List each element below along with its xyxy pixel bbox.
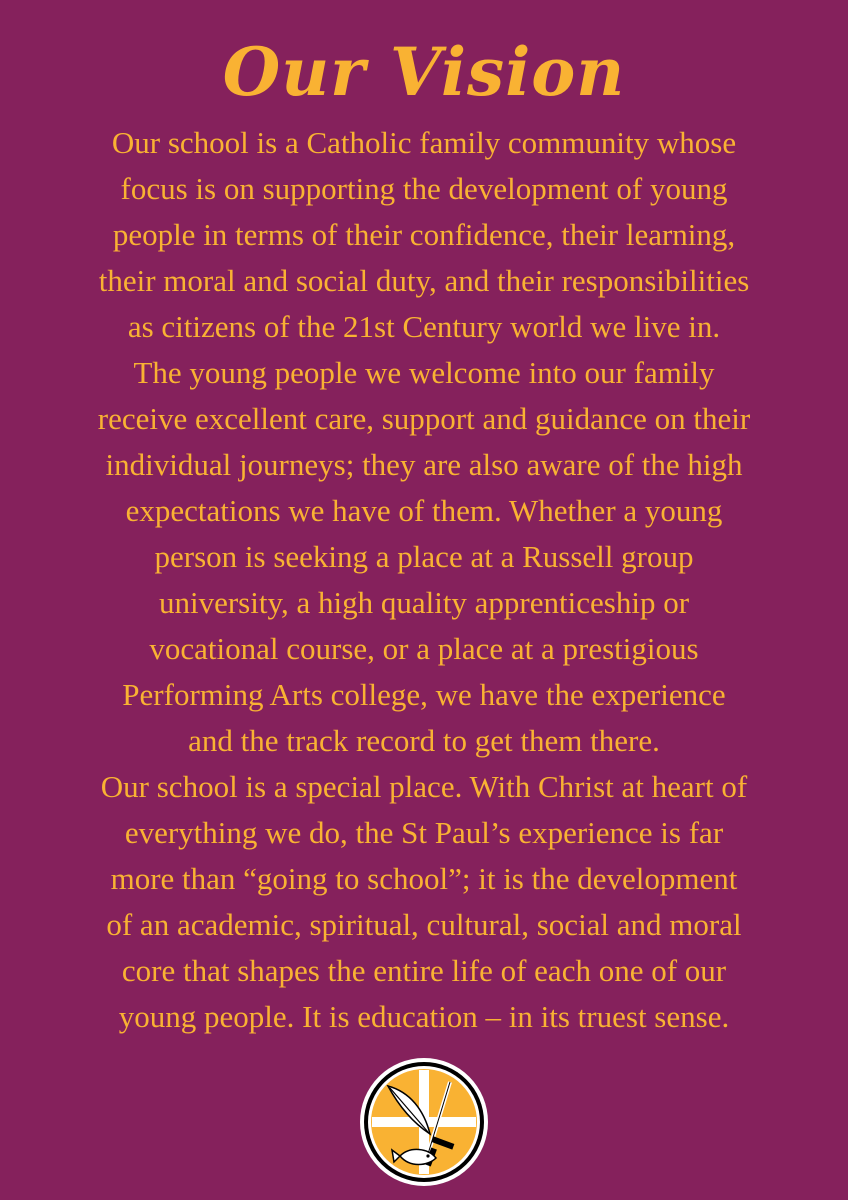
paragraph-2 [20, 350, 828, 764]
text-line: The young people we welcome into our family [133, 355, 715, 390]
text-line: more than “going to school”; it is the development [110, 861, 738, 896]
text-line: vocational course, or a place at a prestigious [149, 631, 699, 666]
text-line: people in terms of their confidence, their learning, [112, 217, 736, 252]
paragraph-1 [20, 120, 828, 350]
text-line: young people. It is education – in its truest sense. [118, 999, 730, 1034]
school-crest-icon [358, 1056, 490, 1188]
text-line: everything we do, the St Paul’s experience is far [124, 815, 724, 850]
text-line: focus is on supporting the development of young [120, 171, 728, 206]
vision-statement [20, 120, 828, 1040]
text-line: core that shapes the entire life of each one of our [121, 953, 727, 988]
text-line: university, a high quality apprenticeship or [158, 585, 690, 620]
text-line: expectations we have of them. Whether a young [125, 493, 723, 528]
text-line: person is seeking a place at a Russell group [154, 539, 694, 574]
page-title: Our Vision [222, 33, 626, 111]
text-line: Our school is a Catholic family community whose [111, 125, 737, 160]
text-line: of an academic, spiritual, cultural, social and moral [106, 907, 742, 942]
text-line: receive excellent care, support and guidance on their [97, 401, 751, 436]
text-line: Performing Arts college, we have the experience [122, 677, 726, 712]
text-line: Our school is a special place. With Christ at heart of [100, 769, 748, 804]
text-line: and the track record to get them there. [188, 723, 660, 758]
text-line: their moral and social duty, and their responsibilities [98, 263, 750, 298]
text-line: individual journeys; they are also aware of the high [105, 447, 743, 482]
paragraph-3 [20, 764, 828, 1040]
text-line: as citizens of the 21st Century world we live in. [127, 309, 721, 344]
